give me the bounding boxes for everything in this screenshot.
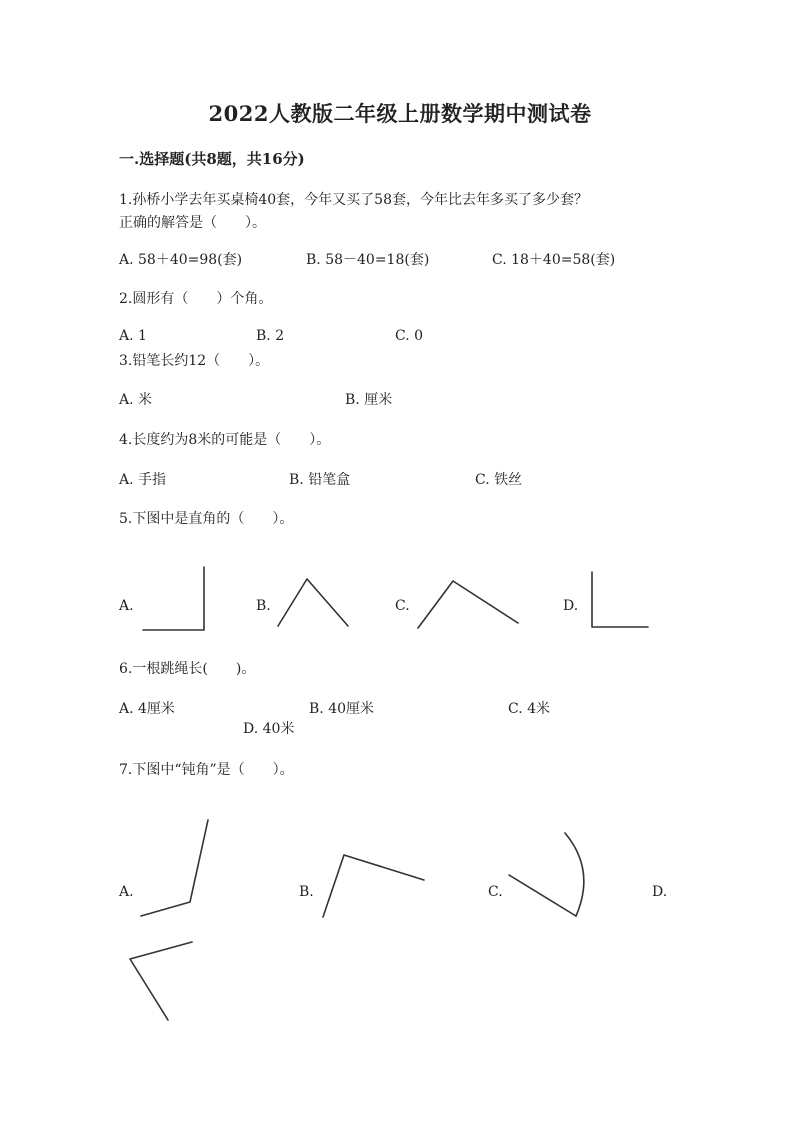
question-3-stem: 3.铅笔长约12（ ）。	[119, 353, 270, 369]
q5-a-angle-figure[interactable]	[143, 567, 204, 630]
question-4-option-a[interactable]: A. 手指	[119, 472, 167, 488]
q5-b-angle-figure[interactable]	[278, 579, 348, 626]
section-heading: 一.选择题(共8题，共16分)	[119, 150, 305, 168]
question-5-stem: 5.下图中是直角的（ ）。	[119, 511, 294, 527]
question-6-option-c[interactable]: C. 4米	[508, 701, 551, 717]
question-6-option-b[interactable]: B. 40厘米	[309, 701, 375, 717]
page-title: 2022人教版二年级上册数学期中测试卷	[208, 101, 592, 126]
question-2-stem: 2.圆形有（ ）个角。	[119, 291, 273, 307]
q5-d-angle-figure[interactable]	[592, 572, 648, 627]
question-4-stem: 4.长度约为8米的可能是（ ）。	[119, 432, 331, 448]
question-6-option-d[interactable]: D. 40米	[243, 721, 295, 737]
question-2-option-b[interactable]: B. 2	[256, 328, 285, 344]
question-3-option-b[interactable]: B. 厘米	[345, 392, 393, 408]
question-7-stem: 7.下图中“钝角”是（ ）。	[119, 762, 294, 778]
question-3-option-a[interactable]: A. 米	[119, 392, 153, 408]
question-1-stem: 1.孙桥小学去年买桌椅40套，今年又买了58套，今年比去年多买了多少套？	[119, 192, 588, 208]
question-1-option-a[interactable]: A. 58＋40=98(套)	[119, 252, 243, 268]
question-7-option-b[interactable]: B.	[299, 884, 314, 900]
question-4-option-c[interactable]: C. 铁丝	[475, 472, 523, 488]
question-7-option-d[interactable]: D.	[652, 884, 668, 900]
question-1-stem-continued: 正确的解答是（ ）。	[119, 215, 266, 231]
q5-c-angle-figure[interactable]	[418, 581, 518, 628]
question-1-option-c[interactable]: C. 18＋40=58(套)	[492, 252, 616, 268]
question-6-option-a[interactable]: A. 4厘米	[119, 701, 175, 717]
question-5-option-c[interactable]: C.	[395, 598, 410, 614]
question-5-option-d[interactable]: D.	[563, 598, 579, 614]
question-5-option-b[interactable]: B.	[256, 598, 271, 614]
question-7-option-c[interactable]: C.	[488, 884, 503, 900]
question-7-option-a[interactable]: A.	[119, 884, 134, 900]
question-6-stem: 6.一根跳绳长( )。	[119, 661, 256, 677]
question-2-option-c[interactable]: C. 0	[395, 328, 424, 344]
question-2-option-a[interactable]: A. 1	[119, 328, 147, 344]
q7-c-angle-figure[interactable]	[509, 833, 584, 916]
q7-d-angle-figure[interactable]	[130, 942, 192, 1020]
question-5-option-a[interactable]: A.	[119, 598, 134, 614]
question-4-option-b[interactable]: B. 铅笔盒	[289, 472, 351, 488]
question-1-option-b[interactable]: B. 58－40=18(套)	[306, 252, 430, 268]
q7-a-angle-figure[interactable]	[141, 820, 208, 916]
q7-b-angle-figure[interactable]	[323, 855, 424, 917]
